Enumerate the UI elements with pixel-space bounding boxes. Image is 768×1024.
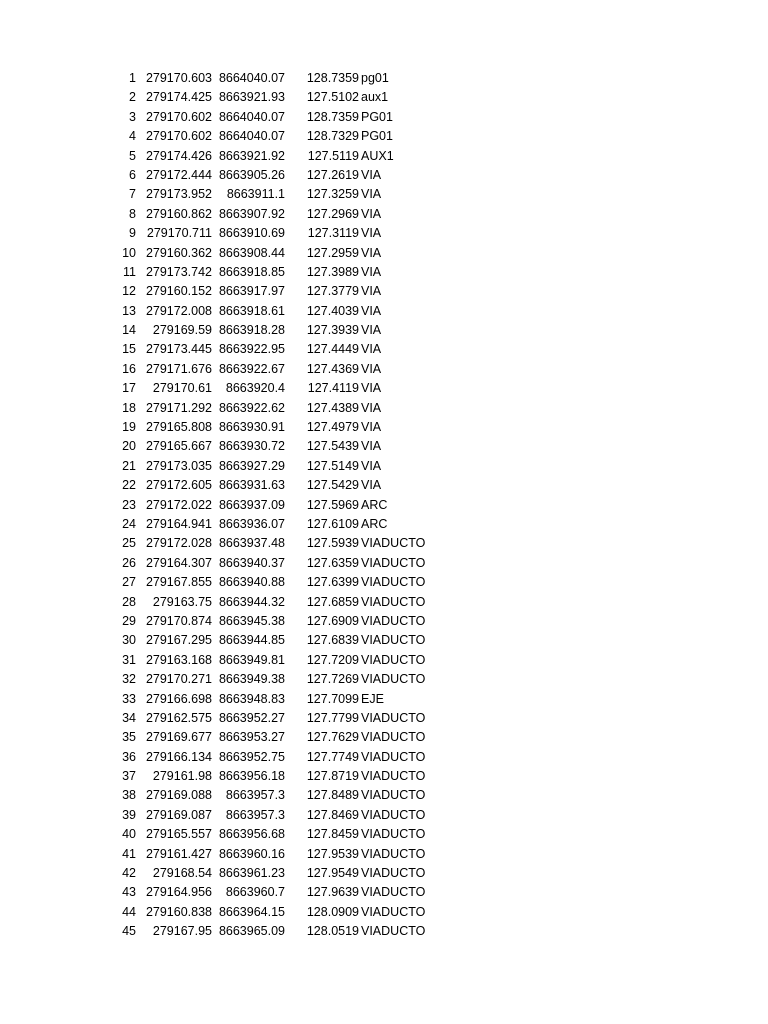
table-row bbox=[0, 554, 768, 573]
table-row bbox=[0, 573, 768, 592]
elevation: 127.2969 bbox=[306, 206, 359, 221]
point-number: 2 bbox=[129, 90, 136, 105]
elevation: 127.6359 bbox=[306, 555, 359, 570]
point-code: VIADUCTO bbox=[361, 633, 426, 648]
elevation: 127.7269 bbox=[306, 672, 359, 687]
elevation: 127.5119 bbox=[307, 148, 359, 163]
elevation: 127.5429 bbox=[306, 478, 359, 493]
point-code: VIADUCTO bbox=[361, 846, 426, 861]
y-coordinate: 8663949.38 bbox=[218, 672, 285, 687]
x-coordinate: 279165.808 bbox=[145, 420, 212, 435]
y-coordinate: 8663953.27 bbox=[218, 730, 285, 745]
y-coordinate: 8663905.26 bbox=[218, 167, 285, 182]
y-coordinate: 8663920.4 bbox=[225, 381, 285, 396]
elevation: 127.3939 bbox=[306, 323, 359, 338]
x-coordinate: 279164.956 bbox=[145, 885, 212, 900]
elevation: 127.6399 bbox=[306, 575, 359, 590]
y-coordinate: 8663917.97 bbox=[218, 284, 285, 299]
point-number: 42 bbox=[122, 866, 136, 881]
elevation: 127.8459 bbox=[306, 827, 359, 842]
x-coordinate: 279160.862 bbox=[145, 206, 212, 221]
y-coordinate: 8663948.83 bbox=[218, 691, 285, 706]
table-row bbox=[0, 922, 768, 941]
x-coordinate: 279160.362 bbox=[145, 245, 212, 260]
y-coordinate: 8663961.23 bbox=[218, 866, 285, 881]
elevation: 128.7329 bbox=[306, 129, 359, 144]
table-row bbox=[0, 340, 768, 359]
point-number: 34 bbox=[122, 710, 136, 725]
point-number: 43 bbox=[122, 885, 136, 900]
x-coordinate: 279160.152 bbox=[145, 284, 212, 299]
point-code: VIA bbox=[361, 303, 382, 318]
x-coordinate: 279166.134 bbox=[145, 749, 212, 764]
point-code: VIADUCTO bbox=[361, 924, 426, 939]
point-code: VIADUCTO bbox=[361, 788, 426, 803]
point-number: 28 bbox=[122, 594, 136, 609]
point-number: 20 bbox=[122, 439, 136, 454]
elevation: 127.7209 bbox=[306, 652, 359, 667]
point-code: VIA bbox=[361, 361, 382, 376]
y-coordinate: 8663908.44 bbox=[218, 245, 285, 260]
point-number: 13 bbox=[122, 303, 136, 318]
y-coordinate: 8663922.67 bbox=[218, 361, 285, 376]
x-coordinate: 279173.742 bbox=[145, 264, 212, 279]
x-coordinate: 279169.677 bbox=[145, 730, 212, 745]
x-coordinate: 279172.022 bbox=[145, 497, 212, 512]
y-coordinate: 8663922.62 bbox=[218, 400, 285, 415]
point-code: VIA bbox=[361, 187, 382, 202]
point-code: VIA bbox=[361, 264, 382, 279]
point-code: ARC bbox=[361, 516, 388, 531]
point-code: ARC bbox=[361, 497, 388, 512]
point-number: 11 bbox=[123, 264, 136, 279]
x-coordinate: 279172.028 bbox=[145, 536, 212, 551]
point-number: 30 bbox=[122, 633, 136, 648]
elevation: 127.6109 bbox=[306, 516, 359, 531]
x-coordinate: 279170.602 bbox=[145, 109, 212, 124]
table-row bbox=[0, 379, 768, 398]
x-coordinate: 279166.698 bbox=[145, 691, 212, 706]
point-number: 32 bbox=[122, 672, 136, 687]
elevation: 127.9539 bbox=[306, 846, 359, 861]
elevation: 127.3259 bbox=[306, 187, 359, 202]
point-table bbox=[0, 69, 768, 942]
elevation: 127.6859 bbox=[306, 594, 359, 609]
y-coordinate: 8663944.32 bbox=[218, 594, 285, 609]
elevation: 127.5102 bbox=[306, 90, 359, 105]
x-coordinate: 279170.271 bbox=[145, 672, 212, 687]
point-code: VIADUCTO bbox=[361, 749, 426, 764]
point-code: PG01 bbox=[361, 109, 393, 124]
y-coordinate: 8664040.07 bbox=[218, 109, 285, 124]
point-code: VIADUCTO bbox=[361, 730, 426, 745]
y-coordinate: 8663965.09 bbox=[218, 924, 285, 939]
point-code: VIADUCTO bbox=[361, 536, 426, 551]
x-coordinate: 279170.874 bbox=[145, 613, 212, 628]
point-code: VIA bbox=[361, 420, 382, 435]
y-coordinate: 8663918.28 bbox=[218, 323, 285, 338]
y-coordinate: 8663960.16 bbox=[218, 846, 285, 861]
elevation: 127.2619 bbox=[306, 167, 359, 182]
x-coordinate: 279172.008 bbox=[145, 303, 212, 318]
y-coordinate: 8663952.75 bbox=[218, 749, 285, 764]
elevation: 127.7629 bbox=[306, 730, 359, 745]
table-row bbox=[0, 282, 768, 301]
table-row bbox=[0, 806, 768, 825]
x-coordinate: 279169.087 bbox=[145, 807, 212, 822]
elevation: 127.3779 bbox=[306, 284, 359, 299]
x-coordinate: 279161.98 bbox=[152, 769, 212, 784]
elevation: 127.3989 bbox=[306, 264, 359, 279]
elevation: 127.8489 bbox=[306, 788, 359, 803]
table-row bbox=[0, 205, 768, 224]
y-coordinate: 8663949.81 bbox=[218, 652, 285, 667]
point-number: 19 bbox=[122, 420, 136, 435]
elevation: 128.7359 bbox=[306, 71, 359, 85]
point-number: 26 bbox=[122, 555, 136, 570]
point-number: 22 bbox=[122, 478, 136, 493]
elevation: 127.5149 bbox=[306, 458, 359, 473]
point-number: 1 bbox=[129, 71, 136, 85]
y-coordinate: 8663944.85 bbox=[218, 633, 285, 648]
point-number: 7 bbox=[129, 187, 136, 202]
elevation: 127.5969 bbox=[306, 497, 359, 512]
table-row bbox=[0, 786, 768, 805]
point-number: 40 bbox=[122, 827, 136, 842]
point-code: VIA bbox=[361, 245, 382, 260]
table-row bbox=[0, 670, 768, 689]
point-code: VIADUCTO bbox=[361, 769, 426, 784]
x-coordinate: 279174.425 bbox=[145, 90, 212, 105]
point-code: VIADUCTO bbox=[361, 652, 426, 667]
point-code: VIADUCTO bbox=[361, 710, 426, 725]
elevation: 128.0909 bbox=[306, 904, 359, 919]
table-row bbox=[0, 593, 768, 612]
point-number: 29 bbox=[122, 613, 136, 628]
y-coordinate: 8663960.7 bbox=[225, 885, 285, 900]
elevation: 127.7749 bbox=[306, 749, 359, 764]
point-number: 37 bbox=[122, 769, 136, 784]
elevation: 127.4449 bbox=[306, 342, 359, 357]
point-number: 31 bbox=[122, 652, 136, 667]
elevation: 127.4389 bbox=[306, 400, 359, 415]
point-code: VIA bbox=[361, 167, 382, 182]
table-row bbox=[0, 457, 768, 476]
y-coordinate: 8663930.72 bbox=[218, 439, 285, 454]
point-code: AUX1 bbox=[361, 148, 394, 163]
point-code: VIADUCTO bbox=[361, 613, 426, 628]
x-coordinate: 279170.61 bbox=[152, 381, 212, 396]
table-row bbox=[0, 321, 768, 340]
point-code: EJE bbox=[361, 691, 384, 706]
y-coordinate: 8663907.92 bbox=[218, 206, 285, 221]
x-coordinate: 279167.855 bbox=[145, 575, 212, 590]
table-row bbox=[0, 437, 768, 456]
point-number: 39 bbox=[122, 807, 136, 822]
table-row bbox=[0, 185, 768, 204]
elevation: 127.3119 bbox=[307, 226, 359, 241]
table-row bbox=[0, 534, 768, 553]
elevation: 127.8719 bbox=[306, 769, 359, 784]
y-coordinate: 8663927.29 bbox=[218, 458, 285, 473]
x-coordinate: 279170.602 bbox=[145, 129, 212, 144]
table-row bbox=[0, 728, 768, 747]
table-row bbox=[0, 224, 768, 243]
y-coordinate: 8663945.38 bbox=[218, 613, 285, 628]
point-number: 45 bbox=[122, 924, 136, 939]
point-code: VIADUCTO bbox=[361, 672, 426, 687]
table-row bbox=[0, 418, 768, 437]
point-code: VIA bbox=[361, 206, 382, 221]
x-coordinate: 279167.95 bbox=[152, 924, 212, 939]
point-number: 33 bbox=[122, 691, 136, 706]
x-coordinate: 279173.035 bbox=[145, 458, 212, 473]
x-coordinate: 279164.941 bbox=[145, 516, 212, 531]
y-coordinate: 8663911.1 bbox=[226, 187, 285, 202]
point-code: VIADUCTO bbox=[361, 827, 426, 842]
table-row bbox=[0, 147, 768, 166]
y-coordinate: 8663940.37 bbox=[218, 555, 285, 570]
point-number: 17 bbox=[122, 381, 136, 396]
elevation: 127.6839 bbox=[306, 633, 359, 648]
point-number: 5 bbox=[129, 148, 136, 163]
y-coordinate: 8663957.3 bbox=[225, 807, 285, 822]
x-coordinate: 279163.168 bbox=[145, 652, 212, 667]
table-row bbox=[0, 767, 768, 786]
x-coordinate: 279163.75 bbox=[152, 594, 212, 609]
y-coordinate: 8663921.92 bbox=[218, 148, 285, 163]
point-code: pg01 bbox=[361, 71, 389, 85]
table-row bbox=[0, 244, 768, 263]
y-coordinate: 8663940.88 bbox=[218, 575, 285, 590]
elevation: 127.4119 bbox=[307, 381, 359, 396]
point-code: VIA bbox=[361, 439, 382, 454]
x-coordinate: 279171.292 bbox=[145, 400, 212, 415]
elevation: 127.2959 bbox=[306, 245, 359, 260]
point-number: 36 bbox=[122, 749, 136, 764]
point-number: 25 bbox=[122, 536, 136, 551]
x-coordinate: 279161.427 bbox=[145, 846, 212, 861]
table-row bbox=[0, 166, 768, 185]
y-coordinate: 8663956.18 bbox=[218, 769, 285, 784]
point-number: 3 bbox=[129, 109, 136, 124]
point-number: 41 bbox=[122, 846, 136, 861]
point-code: VIADUCTO bbox=[361, 575, 426, 590]
point-code: VIA bbox=[361, 323, 382, 338]
point-number: 23 bbox=[122, 497, 136, 512]
x-coordinate: 279164.307 bbox=[145, 555, 212, 570]
y-coordinate: 8663922.95 bbox=[218, 342, 285, 357]
table-row bbox=[0, 845, 768, 864]
point-number: 8 bbox=[129, 206, 136, 221]
x-coordinate: 279160.838 bbox=[145, 904, 212, 919]
x-coordinate: 279171.676 bbox=[145, 361, 212, 376]
x-coordinate: 279169.088 bbox=[145, 788, 212, 803]
table-row bbox=[0, 903, 768, 922]
table-row bbox=[0, 748, 768, 767]
table-row bbox=[0, 69, 768, 88]
table-row bbox=[0, 515, 768, 534]
y-coordinate: 8664040.07 bbox=[218, 129, 285, 144]
table-row bbox=[0, 127, 768, 146]
point-code: VIADUCTO bbox=[361, 555, 426, 570]
point-code: PG01 bbox=[361, 129, 393, 144]
y-coordinate: 8663937.48 bbox=[218, 536, 285, 551]
table-row bbox=[0, 651, 768, 670]
point-code: VIADUCTO bbox=[361, 594, 426, 609]
elevation: 127.4039 bbox=[306, 303, 359, 318]
table-row bbox=[0, 263, 768, 282]
x-coordinate: 279168.54 bbox=[152, 866, 212, 881]
y-coordinate: 8663956.68 bbox=[218, 827, 285, 842]
point-code: aux1 bbox=[361, 90, 389, 105]
elevation: 128.0519 bbox=[306, 924, 359, 939]
table-row bbox=[0, 690, 768, 709]
point-code: VIADUCTO bbox=[361, 866, 426, 881]
x-coordinate: 279165.667 bbox=[145, 439, 212, 454]
point-number: 35 bbox=[122, 730, 136, 745]
elevation: 127.5439 bbox=[306, 439, 359, 454]
y-coordinate: 8663964.15 bbox=[218, 904, 285, 919]
y-coordinate: 8663931.63 bbox=[218, 478, 285, 493]
y-coordinate: 8663918.85 bbox=[218, 264, 285, 279]
point-number: 12 bbox=[122, 284, 136, 299]
x-coordinate: 279167.295 bbox=[145, 633, 212, 648]
table-row bbox=[0, 825, 768, 844]
y-coordinate: 8663957.3 bbox=[225, 788, 285, 803]
elevation: 127.7799 bbox=[306, 710, 359, 725]
y-coordinate: 8663910.69 bbox=[218, 226, 285, 241]
table-row bbox=[0, 864, 768, 883]
point-number: 44 bbox=[122, 904, 136, 919]
y-coordinate: 8663952.27 bbox=[218, 710, 285, 725]
point-code: VIA bbox=[361, 226, 382, 241]
table-row bbox=[0, 631, 768, 650]
table-row bbox=[0, 399, 768, 418]
point-number: 9 bbox=[129, 226, 136, 241]
point-code: VIA bbox=[361, 342, 382, 357]
x-coordinate: 279165.557 bbox=[145, 827, 212, 842]
table-row bbox=[0, 612, 768, 631]
y-coordinate: 8663937.09 bbox=[218, 497, 285, 512]
table-row bbox=[0, 88, 768, 107]
point-number: 24 bbox=[122, 516, 136, 531]
table-row bbox=[0, 496, 768, 515]
point-number: 27 bbox=[122, 575, 136, 590]
point-code: VIADUCTO bbox=[361, 904, 426, 919]
y-coordinate: 8663936.07 bbox=[218, 516, 285, 531]
point-number: 18 bbox=[122, 400, 136, 415]
point-code: VIADUCTO bbox=[361, 807, 426, 822]
point-code: VIA bbox=[361, 284, 382, 299]
point-code: VIA bbox=[361, 400, 382, 415]
y-coordinate: 8663930.91 bbox=[218, 420, 285, 435]
table-row bbox=[0, 108, 768, 127]
point-code: VIA bbox=[361, 458, 382, 473]
x-coordinate: 279174.426 bbox=[145, 148, 212, 163]
elevation: 128.7359 bbox=[306, 109, 359, 124]
x-coordinate: 279162.575 bbox=[145, 710, 212, 725]
point-number: 38 bbox=[122, 788, 136, 803]
elevation: 127.4979 bbox=[306, 420, 359, 435]
table-row bbox=[0, 709, 768, 728]
table-row bbox=[0, 360, 768, 379]
elevation: 127.9549 bbox=[306, 866, 359, 881]
point-number: 16 bbox=[122, 361, 136, 376]
point-number: 14 bbox=[122, 323, 136, 338]
elevation: 127.5939 bbox=[306, 536, 359, 551]
elevation: 127.6909 bbox=[306, 613, 359, 628]
elevation: 127.9639 bbox=[306, 885, 359, 900]
point-number: 4 bbox=[129, 129, 136, 144]
point-number: 21 bbox=[122, 458, 136, 473]
point-code: VIA bbox=[361, 478, 382, 493]
y-coordinate: 8663921.93 bbox=[218, 90, 285, 105]
x-coordinate: 279173.445 bbox=[145, 342, 212, 357]
point-code: VIADUCTO bbox=[361, 885, 426, 900]
y-coordinate: 8664040.07 bbox=[218, 71, 285, 85]
point-number: 10 bbox=[122, 245, 136, 260]
x-coordinate: 279172.605 bbox=[145, 478, 212, 493]
y-coordinate: 8663918.61 bbox=[218, 303, 285, 318]
table-row bbox=[0, 476, 768, 495]
point-code: VIA bbox=[361, 381, 382, 396]
x-coordinate: 279172.444 bbox=[145, 167, 212, 182]
x-coordinate: 279169.59 bbox=[152, 323, 212, 338]
elevation: 127.8469 bbox=[306, 807, 359, 822]
x-coordinate: 279173.952 bbox=[145, 187, 212, 202]
x-coordinate: 279170.603 bbox=[145, 71, 212, 85]
point-number: 15 bbox=[122, 342, 136, 357]
table-row bbox=[0, 883, 768, 902]
table-row bbox=[0, 302, 768, 321]
point-number: 6 bbox=[129, 167, 136, 182]
x-coordinate: 279170.711 bbox=[146, 226, 212, 241]
elevation: 127.7099 bbox=[306, 691, 359, 706]
elevation: 127.4369 bbox=[306, 361, 359, 376]
